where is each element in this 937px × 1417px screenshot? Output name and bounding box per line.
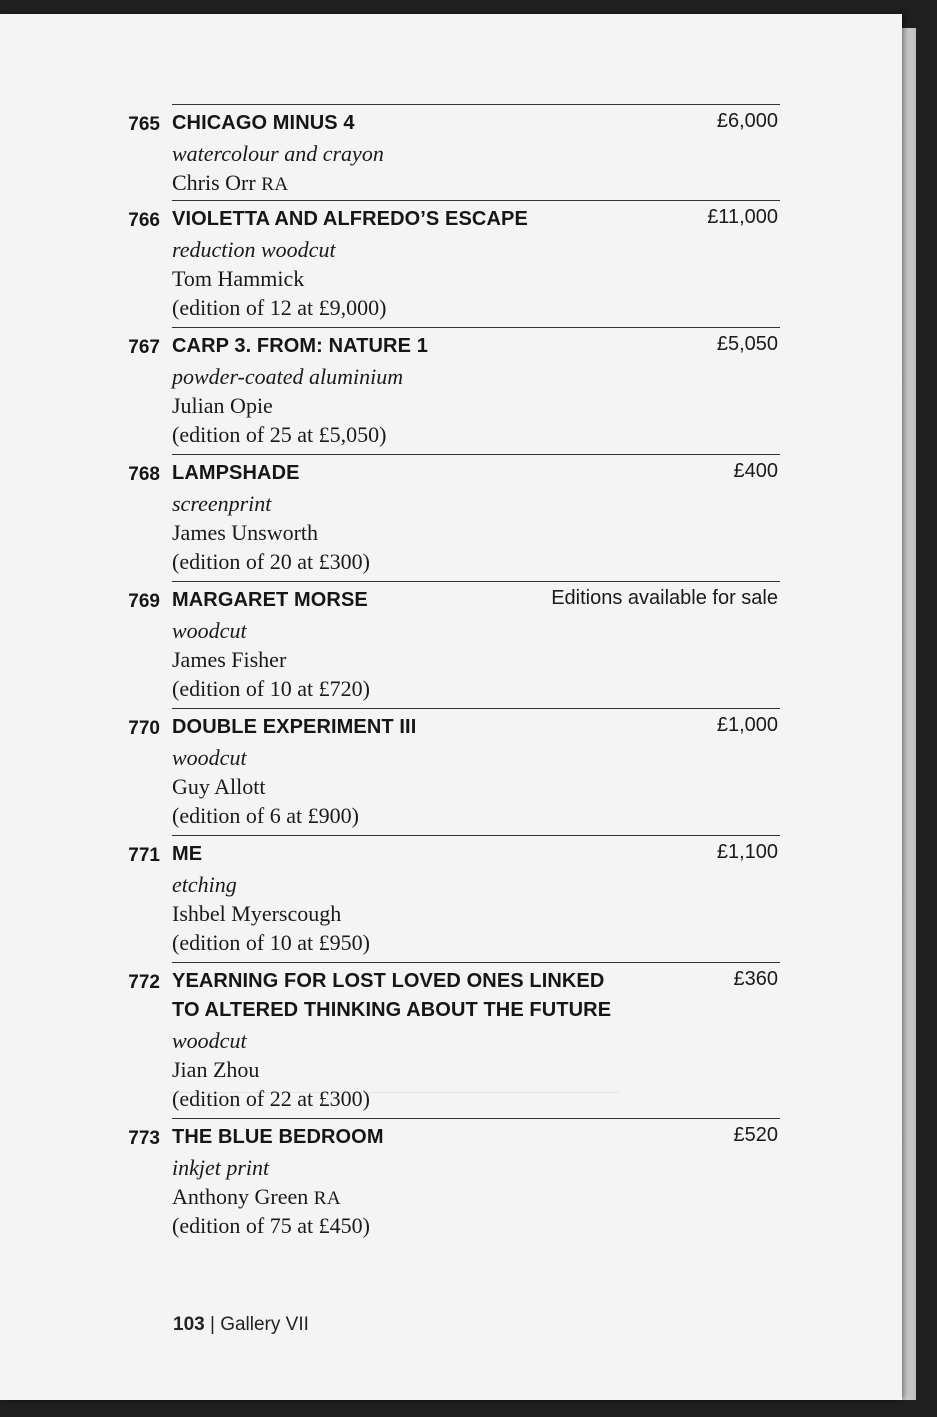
entry-rule	[172, 200, 780, 201]
entry-medium: powder-coated aluminium	[172, 364, 404, 389]
entry-rule	[172, 962, 780, 963]
entry-artist: Julian Opie	[172, 393, 273, 418]
entry-title: ME	[172, 843, 203, 865]
entry-title: THE BLUE BEDROOM	[172, 1126, 384, 1148]
entry-edition: (edition of 10 at £720)	[172, 676, 370, 701]
entry-edition: (edition of 20 at £300)	[172, 549, 370, 574]
entry-artist	[172, 1182, 341, 1213]
entry-title-line-2: TO ALTERED THINKING ABOUT THE FUTURE	[172, 999, 612, 1021]
entry-number: 766	[128, 210, 160, 231]
entry-edition: (edition of 10 at £950)	[172, 930, 370, 955]
entry-price: £400	[733, 460, 778, 482]
entry-number: 773	[128, 1128, 160, 1149]
entry-price: £360	[733, 968, 778, 990]
entry-edition: (edition of 6 at £900)	[172, 803, 359, 828]
footer-separator: |	[209, 1314, 215, 1335]
entry-artist: Jian Zhou	[172, 1057, 260, 1082]
entry-rule	[172, 104, 780, 105]
entry-artist: Guy Allott	[172, 774, 266, 799]
entry-rule	[172, 454, 780, 455]
entry-number: 767	[128, 337, 160, 358]
page-number: 103	[173, 1314, 205, 1335]
entry-price: £6,000	[716, 110, 778, 132]
entry-number: 771	[128, 845, 160, 866]
entry-rule	[172, 835, 780, 836]
page-footer	[173, 1314, 309, 1336]
entry-price: £1,100	[716, 841, 778, 863]
artist-suffix: RA	[313, 1188, 342, 1209]
entry-medium: woodcut	[172, 1028, 247, 1053]
entry-medium: etching	[172, 872, 237, 897]
entry-rule	[172, 708, 780, 709]
entry-number: 772	[128, 972, 160, 993]
entry-title: DOUBLE EXPERIMENT III	[172, 716, 417, 738]
entry-title: MARGARET MORSE	[172, 589, 368, 611]
entry-number: 770	[128, 718, 160, 739]
entry-edition: (edition of 25 at £5,050)	[172, 422, 387, 447]
entry-medium: inkjet print	[172, 1155, 270, 1180]
entry-medium: watercolour and crayon	[172, 141, 384, 166]
entry-title: LAMPSHADE	[172, 462, 300, 484]
entry-rule	[172, 581, 780, 582]
entry-title: CARP 3. FROM: NATURE 1	[172, 335, 428, 357]
entry-artist	[172, 168, 289, 199]
page-edge	[902, 28, 916, 1400]
entry-medium: woodcut	[172, 745, 247, 770]
entry-edition: (edition of 22 at £300)	[172, 1086, 370, 1111]
entry-title: CHICAGO MINUS 4	[172, 112, 355, 134]
entry-price: £520	[733, 1124, 778, 1146]
entry-artist: James Fisher	[172, 647, 287, 672]
entry-edition: (edition of 12 at £9,000)	[172, 295, 387, 320]
entry-price: £11,000	[707, 206, 778, 228]
entry-rule	[172, 327, 780, 328]
entry-artist: James Unsworth	[172, 520, 319, 545]
artist-name: Anthony Green	[172, 1184, 309, 1209]
entry-artist: Tom Hammick	[172, 266, 305, 291]
entry-title: YEARNING FOR LOST LOVED ONES LINKED	[172, 970, 605, 992]
entry-artist: Ishbel Myerscough	[172, 901, 342, 926]
entry-rule	[172, 1118, 780, 1119]
artist-name: Chris Orr	[172, 170, 256, 195]
artist-suffix: RA	[261, 174, 289, 195]
gallery-section: Gallery VII	[220, 1314, 309, 1335]
entry-medium: woodcut	[172, 618, 247, 643]
entry-edition: (edition of 75 at £450)	[172, 1213, 370, 1238]
entry-number: 765	[128, 114, 160, 135]
entry-medium: screenprint	[172, 491, 272, 516]
entry-number: 768	[128, 464, 160, 485]
entry-price: £1,000	[716, 714, 778, 736]
catalogue-page	[0, 14, 902, 1400]
entry-price: Editions available for sale	[551, 587, 778, 609]
entry-medium: reduction woodcut	[172, 237, 336, 262]
entry-number: 769	[128, 591, 160, 612]
entry-price: £5,050	[716, 333, 778, 355]
entry-title: VIOLETTA AND ALFREDO’S ESCAPE	[172, 208, 528, 230]
